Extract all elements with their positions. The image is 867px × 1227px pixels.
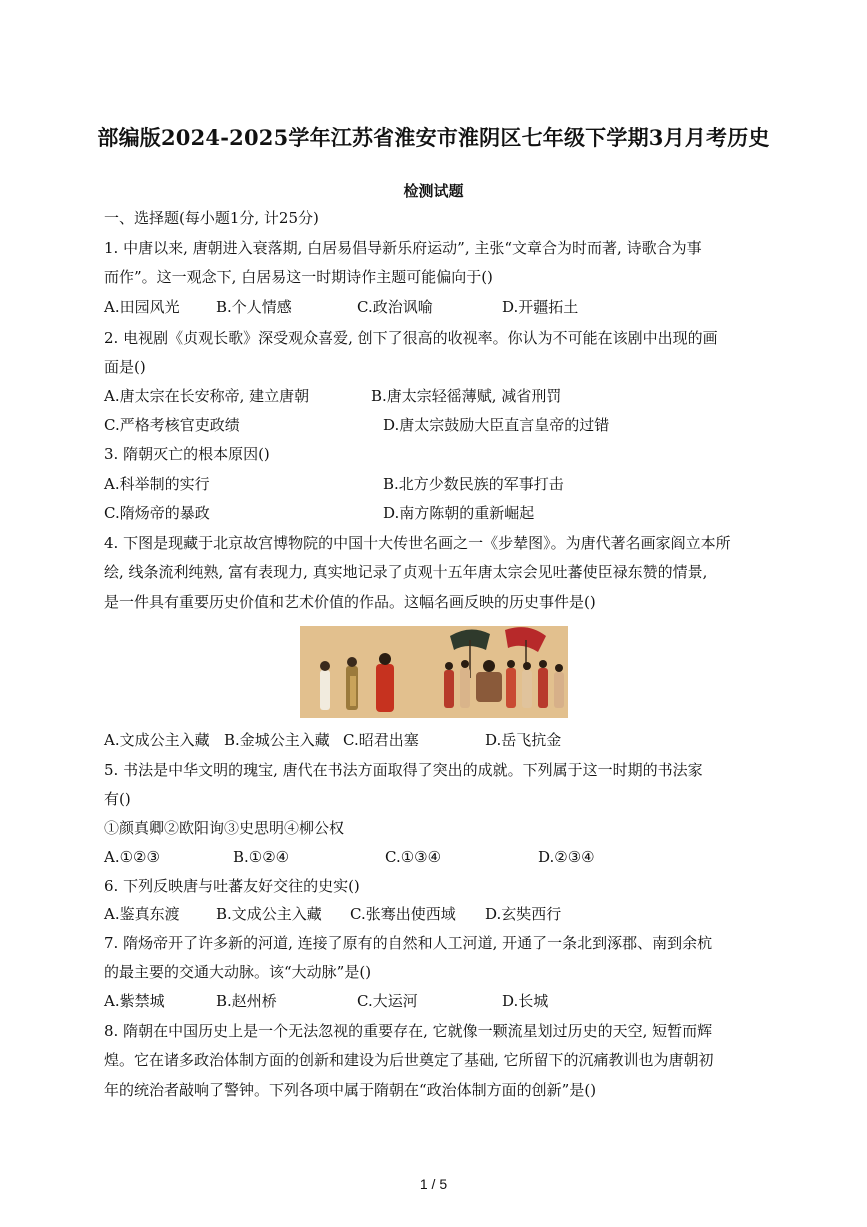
- q7-option-a: A.紫禁城: [104, 992, 165, 1010]
- question-4-text: 4. 下图是现藏于北京故宫博物院的中国十大传世名画之一《步辇图》。为唐代著名画家阎立本所: [104, 534, 731, 552]
- question-4-text-cont-2: 是一件具有重要历史价值和艺术价值的作品。这幅名画反映的历史事件是(): [104, 593, 596, 611]
- q7-option-d: D.长城: [502, 992, 549, 1010]
- q6-option-d: D.玄奘西行: [485, 905, 562, 923]
- question-7-text: 7. 隋炀帝开了许多新的河道, 连接了原有的自然和人工河道, 开通了一条北到涿郡、南到余杭: [104, 934, 713, 952]
- q3-option-b: B.北方少数民族的军事打击: [383, 475, 564, 493]
- q4-option-c: C.昭君出塞: [343, 731, 419, 749]
- q5-option-d: D.②③④: [538, 848, 595, 866]
- q7-option-b: B.赵州桥: [216, 992, 277, 1010]
- question-2-text: 2. 电视剧《贞观长歌》深受观众喜爱, 创下了很高的收视率。你认为不可能在该剧中出现的画: [104, 329, 718, 347]
- q6-option-a: A.鉴真东渡: [104, 905, 180, 923]
- q3-option-d: D.南方陈朝的重新崛起: [383, 504, 535, 522]
- q3-option-c: C.隋炀帝的暴政: [104, 504, 210, 522]
- q1-option-c: C.政治讽喻: [357, 298, 433, 316]
- q1-option-d: D.开疆拓土: [502, 298, 579, 316]
- q1-option-b: B.个人情感: [216, 298, 292, 316]
- question-3-text: 3. 隋朝灭亡的根本原因(): [104, 445, 270, 463]
- q5-option-b: B.①②④: [233, 848, 290, 866]
- question-5-text: 5. 书法是中华文明的瑰宝, 唐代在书法方面取得了突出的成就。下列属于这一时期的书法家: [104, 761, 703, 779]
- question-5-choices: ①颜真卿②欧阳询③史思明④柳公权: [104, 819, 345, 837]
- question-4-text-cont: 绘, 线条流利纯熟, 富有表现力, 真实地记录了贞观十五年唐太宗会见吐蕃使臣禄东赞的情景,: [104, 563, 708, 581]
- q2-option-c: C.严格考核官吏政绩: [104, 416, 240, 434]
- question-8-text-cont: 煌。它在诸多政治体制方面的创新和建设为后世奠定了基础, 它所留下的沉痛教训也为唐朝初: [104, 1051, 714, 1069]
- q5-option-c: C.①③④: [385, 848, 442, 866]
- q6-option-b: B.文成公主入藏: [216, 905, 322, 923]
- exam-title: 部编版2024-2025学年江苏省淮安市淮阴区七年级下学期3月月考历史: [97, 125, 770, 150]
- question-1-text: 1. 中唐以来, 唐朝进入衰落期, 白居易倡导新乐府运动”, 主张“文章合为时而著, 诗歌合为事: [104, 239, 702, 257]
- q3-option-a: A.科举制的实行: [104, 475, 210, 493]
- page-number: 1 / 5: [419, 1176, 448, 1192]
- q5-option-a: A.①②③: [104, 848, 160, 866]
- q6-option-c: C.张骞出使西域: [350, 905, 456, 923]
- q7-option-c: C.大运河: [357, 992, 418, 1010]
- q2-option-b: B.唐太宗轻徭薄赋, 减省刑罚: [371, 387, 562, 405]
- q2-option-a: A.唐太宗在长安称帝, 建立唐朝: [104, 387, 310, 405]
- question-7-text-cont: 的最主要的交通大动脉。该“大动脉”是(): [104, 963, 372, 981]
- q4-option-b: B.金城公主入藏: [224, 731, 330, 749]
- painting-image: [300, 626, 568, 718]
- painting-illustration: [300, 626, 568, 718]
- q4-option-a: A.文成公主入藏: [104, 731, 210, 749]
- question-8-text: 8. 隋朝在中国历史上是一个无法忽视的重要存在, 它就像一颗流星划过历史的天空, 短暂而辉: [104, 1022, 713, 1040]
- section-heading: 一、选择题(每小题1分, 计25分): [104, 209, 319, 227]
- question-8-text-cont-2: 年的统治者敲响了警钟。下列各项中属于隋朝在“政治体制方面的创新”是(): [104, 1081, 597, 1099]
- question-2-text-cont: 面是(): [104, 358, 146, 376]
- q4-option-d: D.岳飞抗金: [485, 731, 562, 749]
- exam-subtitle: 检测试题: [403, 182, 464, 200]
- question-6-text: 6. 下列反映唐与吐蕃友好交往的史实(): [104, 877, 360, 895]
- question-1-text-cont: 而作”。这一观念下, 白居易这一时期诗作主题可能偏向于(): [104, 268, 493, 286]
- question-5-text-cont: 有(): [104, 790, 131, 808]
- q2-option-d: D.唐太宗鼓励大臣直言皇帝的过错: [383, 416, 610, 434]
- q1-option-a: A.田园风光: [104, 298, 180, 316]
